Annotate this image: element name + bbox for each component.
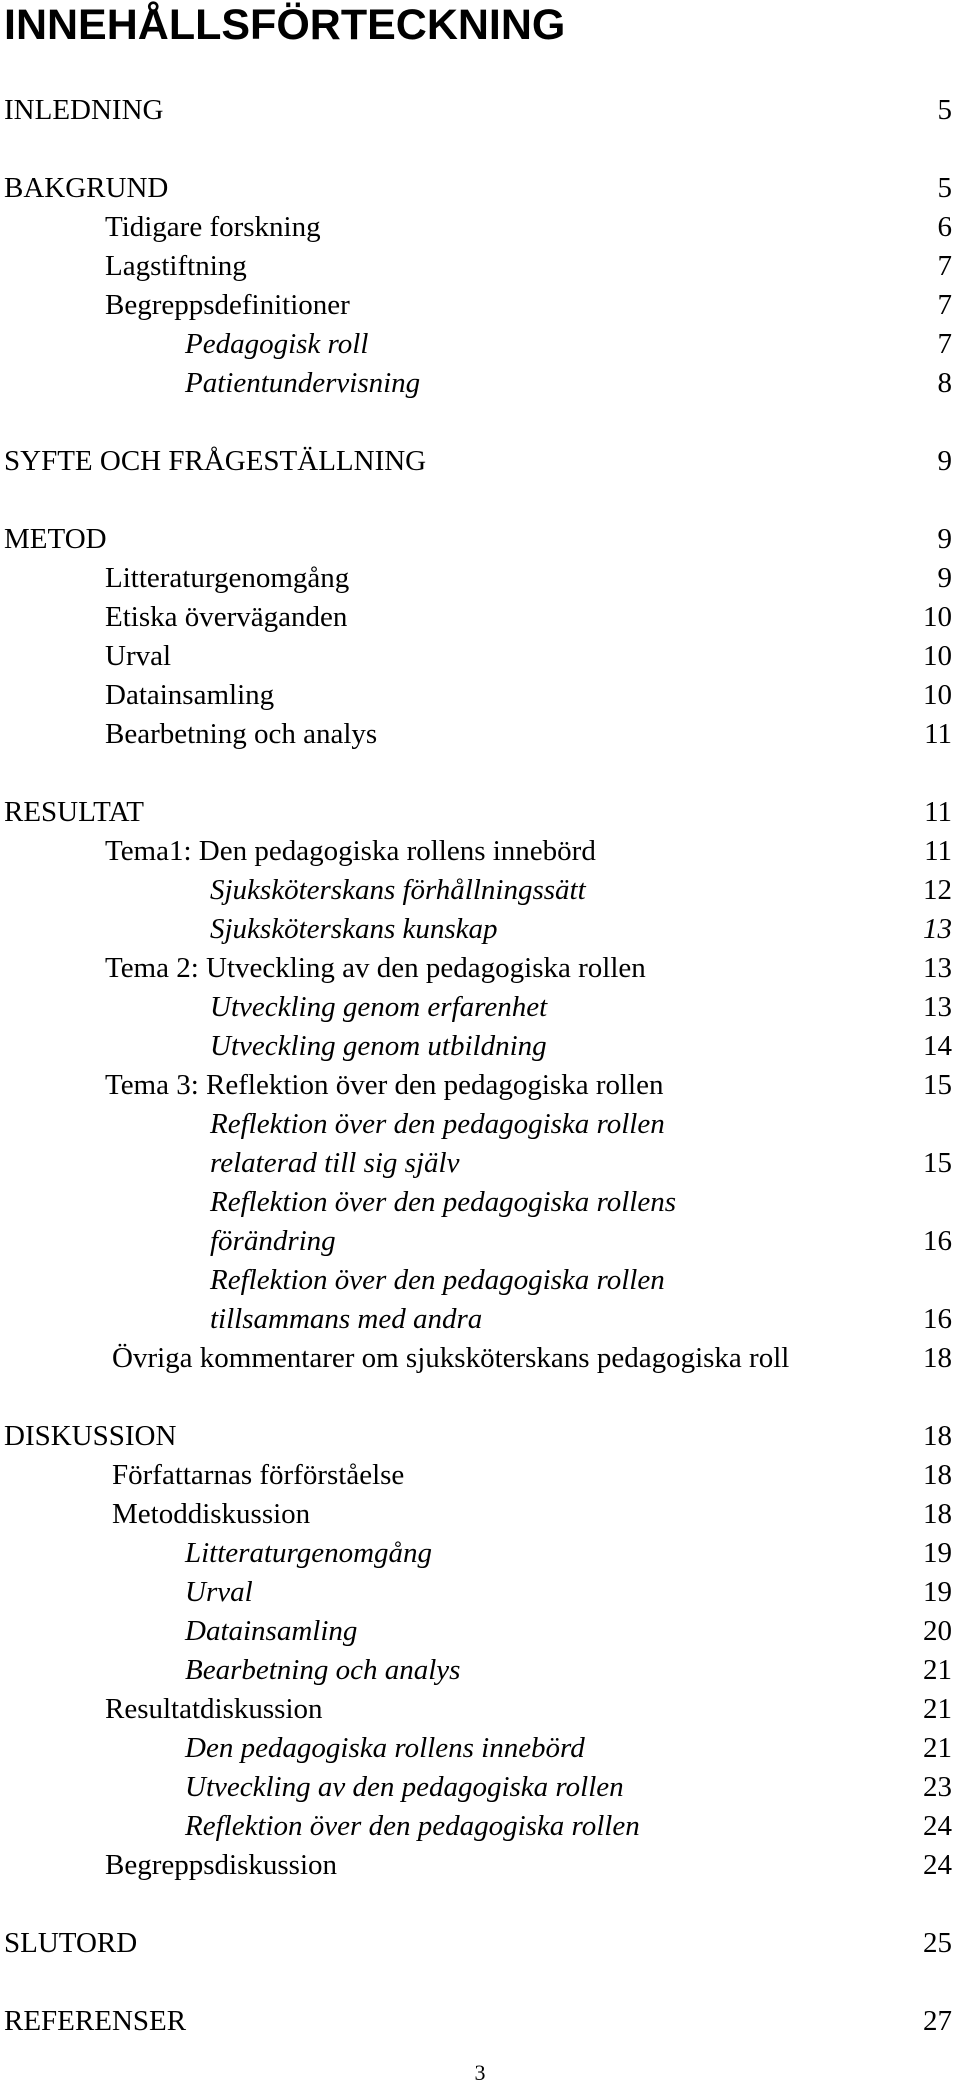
toc-entry-page: 18 (923, 1342, 952, 1374)
toc-entry-text: Den pedagogiska rollens innebörd (185, 1732, 585, 1764)
toc-entry-tema1[interactable] (0, 831, 960, 871)
toc-entry-page: 16 (923, 1225, 952, 1257)
toc-entry-text: SYFTE OCH FRÅGESTÄLLNING (4, 445, 427, 477)
toc-entry-page: 6 (937, 211, 952, 243)
toc-entry-page: 23 (923, 1771, 952, 1803)
toc-entry-page: 15 (923, 1147, 952, 1179)
toc-entry-page: 13 (923, 913, 952, 945)
toc-entry-text: Reflektion över den pedagogiska rollen (185, 1810, 640, 1842)
toc-entry-metoddiskussion[interactable] (0, 1494, 960, 1534)
toc-entry-text: Tema1: Den pedagogiska rollens innebörd (105, 835, 596, 867)
toc-entry-page: 11 (924, 718, 952, 750)
toc-entry-text: Övriga kommentarer om sjuksköterskans pedagogiska roll (112, 1342, 790, 1374)
toc-entry-disk-litteraturgenomgang[interactable] (0, 1533, 960, 1573)
toc-entry-page: 24 (923, 1810, 952, 1842)
toc-entry-page: 9 (937, 523, 952, 555)
toc-entry-page: 11 (924, 835, 952, 867)
toc-entry-page: 16 (923, 1303, 952, 1335)
toc-entry-begreppsdefinitioner[interactable] (0, 285, 960, 325)
toc-entry-text: förändring (210, 1225, 336, 1257)
toc-entry-page: 21 (923, 1732, 952, 1764)
page-number: 3 (474, 2060, 486, 2085)
toc-entry-text: Sjuksköterskans kunskap (210, 913, 498, 945)
toc-entry-text: METOD (4, 523, 107, 555)
toc-entry-page: 9 (937, 445, 952, 477)
toc-entry-text: Urval (185, 1576, 253, 1608)
toc-entry-page: 9 (937, 562, 952, 594)
toc-entry-page: 10 (923, 601, 952, 633)
toc-entry-bearbetning[interactable] (0, 714, 960, 754)
toc-entry-page: 7 (937, 289, 952, 321)
toc-entry-text: Etiska överväganden (105, 601, 348, 633)
toc-entry-patientundervisning[interactable] (0, 363, 960, 403)
toc-entry-page: 27 (923, 2005, 952, 2037)
toc-entry-disk-reflektion[interactable] (0, 1806, 960, 1846)
toc-entry-text: Reflektion över den pedagogiska rollen (210, 1264, 665, 1296)
toc-entry-refl-sig-sjalv-line1[interactable] (0, 1104, 960, 1144)
toc-entry-text: Författarnas förförståelse (112, 1459, 405, 1491)
toc-entry-text: SLUTORD (4, 1927, 138, 1959)
toc-entry-disk-utveckling[interactable] (0, 1767, 960, 1807)
toc-entry-text: relaterad till sig själv (210, 1147, 460, 1179)
toc-entry-text: Pedagogisk roll (185, 328, 369, 360)
toc-entry-etiska[interactable] (0, 597, 960, 637)
toc-entry-tema2[interactable] (0, 948, 960, 988)
toc-entry-page: 24 (923, 1849, 952, 1881)
toc-entry-utv-erfarenhet[interactable] (0, 987, 960, 1027)
toc-entry-text: Bearbetning och analys (185, 1654, 461, 1686)
toc-entry-page: 11 (924, 796, 952, 828)
toc-entry-utv-utbildning[interactable] (0, 1026, 960, 1066)
toc-entry-page: 7 (937, 250, 952, 282)
page-title: INNEHÅLLSFÖRTECKNING (4, 1, 566, 49)
toc-entry-referenser[interactable] (0, 2001, 960, 2041)
toc-entry-text: Datainsamling (185, 1615, 358, 1647)
toc-entry-page: 8 (937, 367, 952, 399)
toc-entry-pedagogisk-roll[interactable] (0, 324, 960, 364)
toc-entry-syfte[interactable] (0, 441, 960, 481)
toc-entry-bakgrund[interactable] (0, 168, 960, 208)
toc-entry-metod[interactable] (0, 519, 960, 559)
toc-entry-text: Reflektion över den pedagogiska rollens (210, 1186, 677, 1218)
toc-entry-page: 15 (923, 1069, 952, 1101)
toc-entry-text: Urval (105, 640, 172, 672)
toc-entry-text: Begreppsdefinitioner (105, 289, 350, 321)
toc-entry-text: RESULTAT (4, 796, 145, 828)
toc-entry-text: Tema 3: Reflektion över den pedagogiska rollen (105, 1069, 664, 1101)
toc-entry-slutord[interactable] (0, 1923, 960, 1963)
toc-entry-lagstiftning[interactable] (0, 246, 960, 286)
toc-entry-begreppsdiskussion[interactable] (0, 1845, 960, 1885)
toc-entry-text: tillsammans med andra (210, 1303, 483, 1335)
toc-entry-forhallningssatt[interactable] (0, 870, 960, 910)
toc-entry-text: Utveckling genom utbildning (210, 1030, 547, 1062)
toc-entry-text: Tidigare forskning (105, 211, 321, 243)
toc-entry-page: 12 (923, 874, 952, 906)
toc-entry-page: 13 (923, 952, 952, 984)
toc-entry-text: Utveckling av den pedagogiska rollen (185, 1771, 624, 1803)
toc-entry-page: 10 (923, 640, 952, 672)
toc-entry-page: 18 (923, 1498, 952, 1530)
toc-entry-text: INLEDNING (4, 94, 164, 126)
toc-entry-disk-datainsamling[interactable] (0, 1611, 960, 1651)
toc-entry-text: REFERENSER (4, 2005, 187, 2037)
toc-entry-tema3[interactable] (0, 1065, 960, 1105)
toc-entry-text: Bearbetning och analys (105, 718, 378, 750)
toc-entry-diskussion[interactable] (0, 1416, 960, 1456)
toc-entry-page: 19 (923, 1537, 952, 1569)
toc-entry-kunskap[interactable] (0, 909, 960, 949)
toc-entry-disk-innebord[interactable] (0, 1728, 960, 1768)
toc-entry-refl-andra-line2[interactable] (0, 1299, 960, 1339)
toc-entry-forforstaelse[interactable] (0, 1455, 960, 1495)
toc-entry-page: 14 (923, 1030, 952, 1062)
toc-entry-text: Resultatdiskussion (105, 1693, 323, 1725)
toc-entry-inledning[interactable] (0, 90, 960, 130)
toc-entry-text: BAKGRUND (4, 172, 169, 204)
toc-entry-refl-sig-sjalv-line2[interactable] (0, 1143, 960, 1183)
toc-entry-urval[interactable] (0, 636, 960, 676)
toc-entry-refl-forandring-line2[interactable] (0, 1221, 960, 1261)
toc-entry-text: Litteraturgenomgång (105, 562, 350, 594)
toc-entry-refl-forandring-line1[interactable] (0, 1182, 960, 1222)
toc-entry-page: 21 (923, 1654, 952, 1686)
toc-entry-text: Reflektion över den pedagogiska rollen (210, 1108, 665, 1140)
toc-entry-page: 5 (937, 94, 952, 126)
toc-entry-datainsamling[interactable] (0, 675, 960, 715)
toc-entry-page: 18 (923, 1420, 952, 1452)
toc-entry-page: 25 (923, 1927, 952, 1959)
toc-entry-page: 21 (923, 1693, 952, 1725)
toc-entry-resultatdiskussion[interactable] (0, 1689, 960, 1729)
toc-entry-disk-bearbetning[interactable] (0, 1650, 960, 1690)
toc-entry-page: 18 (923, 1459, 952, 1491)
toc-entry-text: Metoddiskussion (112, 1498, 311, 1530)
toc-entry-page: 13 (923, 991, 952, 1023)
toc-entry-page: 20 (923, 1615, 952, 1647)
toc-entry-disk-urval[interactable] (0, 1572, 960, 1612)
toc-entry-litteraturgenomgang[interactable] (0, 558, 960, 598)
toc-entry-page: 5 (937, 172, 952, 204)
toc-entry-text: Patientundervisning (185, 367, 421, 399)
toc-entry-page: 7 (937, 328, 952, 360)
toc-entry-text: Utveckling genom erfarenhet (210, 991, 548, 1023)
toc-entry-text: DISKUSSION (4, 1420, 177, 1452)
toc-entry-refl-andra-line1[interactable] (0, 1260, 960, 1300)
toc-entry-text: Lagstiftning (105, 250, 247, 282)
toc-entry-tidigare-forskning[interactable] (0, 207, 960, 247)
toc-entry-text: Datainsamling (105, 679, 275, 711)
toc-entry-text: Litteraturgenomgång (185, 1537, 433, 1569)
toc-entry-page: 10 (923, 679, 952, 711)
toc-entry-ovriga-kommentarer[interactable] (0, 1338, 960, 1378)
toc-entry-text: Begreppsdiskussion (105, 1849, 337, 1881)
toc-entry-page: 19 (923, 1576, 952, 1608)
toc-entry-text: Sjuksköterskans förhållningssätt (210, 874, 586, 906)
toc-entry-text: Tema 2: Utveckling av den pedagogiska rollen (105, 952, 646, 984)
toc-entry-resultat[interactable] (0, 792, 960, 832)
